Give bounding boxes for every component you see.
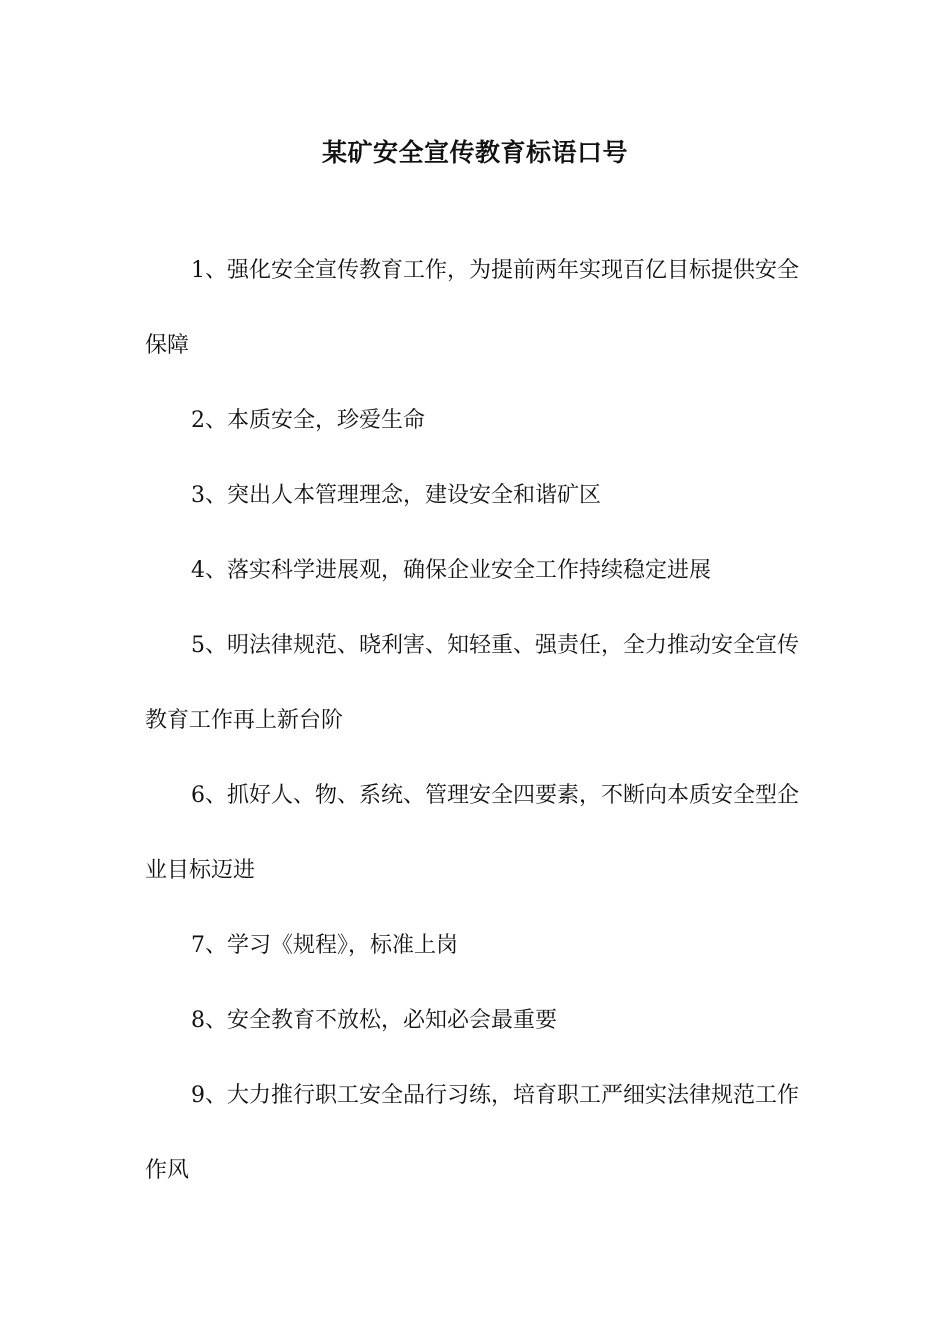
slogan-item-9: 9、大力推行职工安全品行习练，培育职工严细实法律规范工作作风 bbox=[145, 1083, 799, 1183]
slogan-item-4: 4、落实科学进展观，确保企业安全工作持续稳定进展 bbox=[191, 558, 711, 583]
slogan-item-8: 8、安全教育不放松，必知必会最重要 bbox=[191, 1008, 557, 1033]
document-title: 某矿安全宣传教育标语口号 bbox=[321, 138, 628, 167]
slogan-item-5: 5、明法律规范、晓利害、知轻重、强责任，全力推动安全宣传教育工作再上新台阶 bbox=[145, 633, 799, 733]
slogan-item-1: 1、强化安全宣传教育工作，为提前两年实现百亿目标提供安全保障 bbox=[145, 258, 799, 358]
slogan-item-2: 2、本质安全，珍爱生命 bbox=[191, 408, 425, 433]
slogan-item-3: 3、突出人本管理理念，建设安全和谐矿区 bbox=[191, 483, 601, 508]
slogan-list bbox=[145, 252, 810, 1227]
slogan-item-7: 7、学习《规程》，标准上岗 bbox=[191, 933, 458, 958]
slogan-item-6: 6、抓好人、物、系统、管理安全四要素，不断向本质安全型企业目标迈进 bbox=[145, 783, 799, 883]
